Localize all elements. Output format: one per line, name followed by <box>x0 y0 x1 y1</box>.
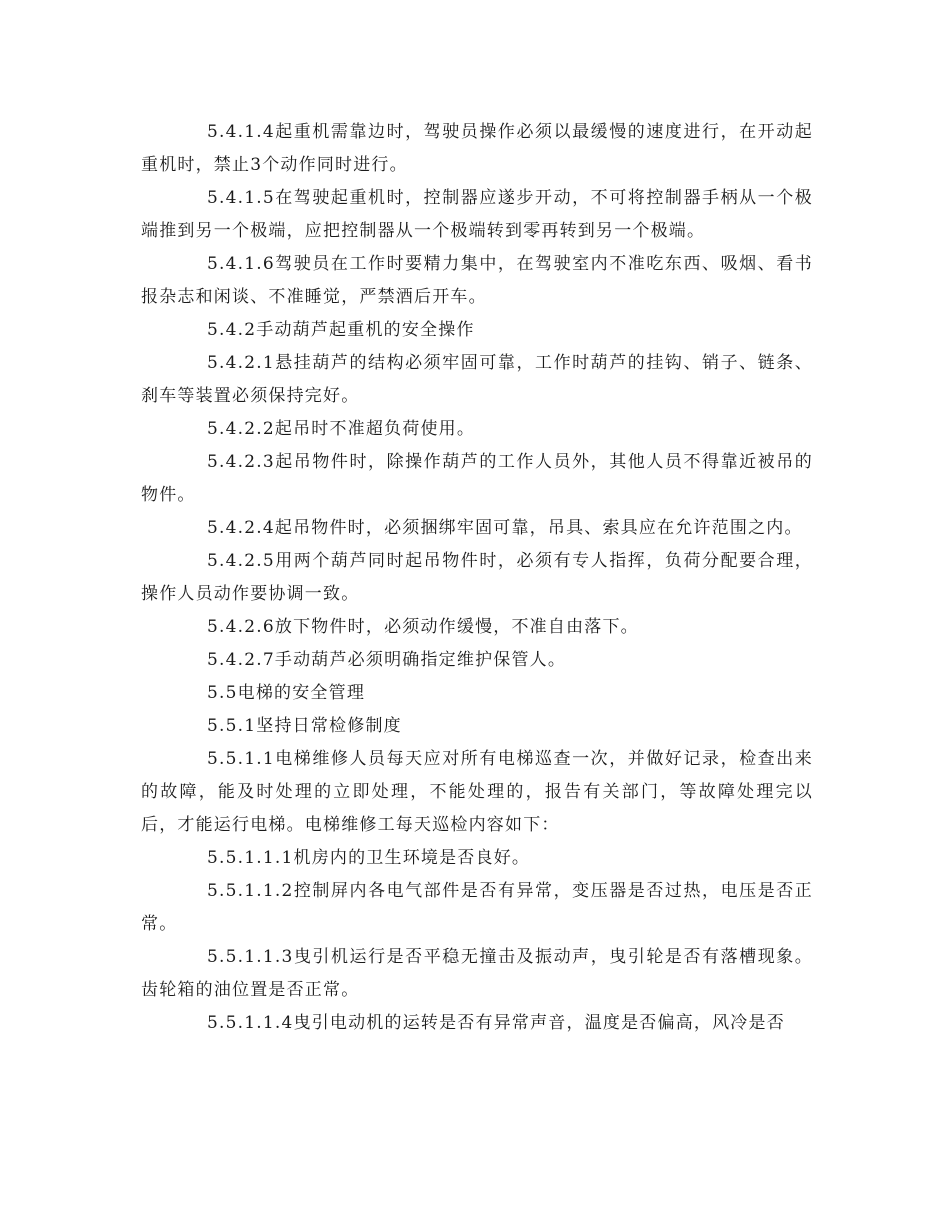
paragraph-5-4-2-1: 5.4.2.1悬挂葫芦的结构必须牢固可靠，工作时葫芦的挂钩、销子、链条、刹车等装置必须保持完好。 <box>141 353 813 406</box>
paragraph-5-5-1-1: 5.5.1.1电梯维修人员每天应对所有电梯巡查一次，并做好记录，检查出来的故障，能及时处理的立即处理，不能处理的，报告有关部门，等故障处理完以后，才能运行电梯。电梯维修工每天巡检内容如下： <box>141 749 813 835</box>
paragraph-5-5-1-1-3: 5.5.1.1.3曳引机运行是否平稳无撞击及振动声，曳引轮是否有落槽现象。齿轮箱的油位置是否正常。 <box>141 947 813 1000</box>
paragraph-5-5-1-1-1: 5.5.1.1.1机房内的卫生环境是否良好。 <box>207 848 531 868</box>
paragraph-5-4-1-4: 5.4.1.4起重机需靠边时，驾驶员操作必须以最缓慢的速度进行，在开动起重机时，禁止3个动作同时进行。 <box>141 122 813 175</box>
heading-5-5: 5.5电梯的安全管理 <box>207 683 366 703</box>
paragraph-5-4-2-7: 5.4.2.7手动葫芦必须明确指定维护保管人。 <box>207 650 567 670</box>
paragraph-5-4-1-6: 5.4.1.6驾驶员在工作时要精力集中，在驾驶室内不准吃东西、吸烟、看书报杂志和闲谈、不准睡觉，严禁酒后开车。 <box>141 254 813 307</box>
heading-5-5-1: 5.5.1坚持日常检修制度 <box>207 716 402 736</box>
document-body <box>141 116 813 1040</box>
paragraph-5-5-1-1-4: 5.5.1.1.4曳引电动机的运转是否有异常声音，温度是否偏高，风冷是否 <box>207 1013 785 1033</box>
paragraph-5-4-2-4: 5.4.2.4起吊物件时，必须捆绑牢固可靠，吊具、索具应在允许范围之内。 <box>207 518 803 538</box>
paragraph-5-5-1-1-2: 5.5.1.1.2控制屏内各电气部件是否有异常，变压器是否过热，电压是否正常。 <box>141 881 813 934</box>
paragraph-5-4-1-5: 5.4.1.5在驾驶起重机时，控制器应遂步开动，不可将控制器手柄从一个极端推到另一个极端，应把控制器从一个极端转到零再转到另一个极端。 <box>141 188 813 241</box>
paragraph-5-4-2-5: 5.4.2.5用两个葫芦同时起吊物件时，必须有专人指挥，负荷分配要合理，操作人员动作要协调一致。 <box>141 551 813 604</box>
paragraph-5-4-2-6: 5.4.2.6放下物件时，必须动作缓慢，不准自由落下。 <box>207 617 639 637</box>
heading-5-4-2: 5.4.2手动葫芦起重机的安全操作 <box>207 320 475 340</box>
paragraph-5-4-2-3: 5.4.2.3起吊物件时，除操作葫芦的工作人员外，其他人员不得靠近被吊的物件。 <box>141 452 813 505</box>
paragraph-5-4-2-2: 5.4.2.2起吊时不准超负荷使用。 <box>207 419 476 439</box>
